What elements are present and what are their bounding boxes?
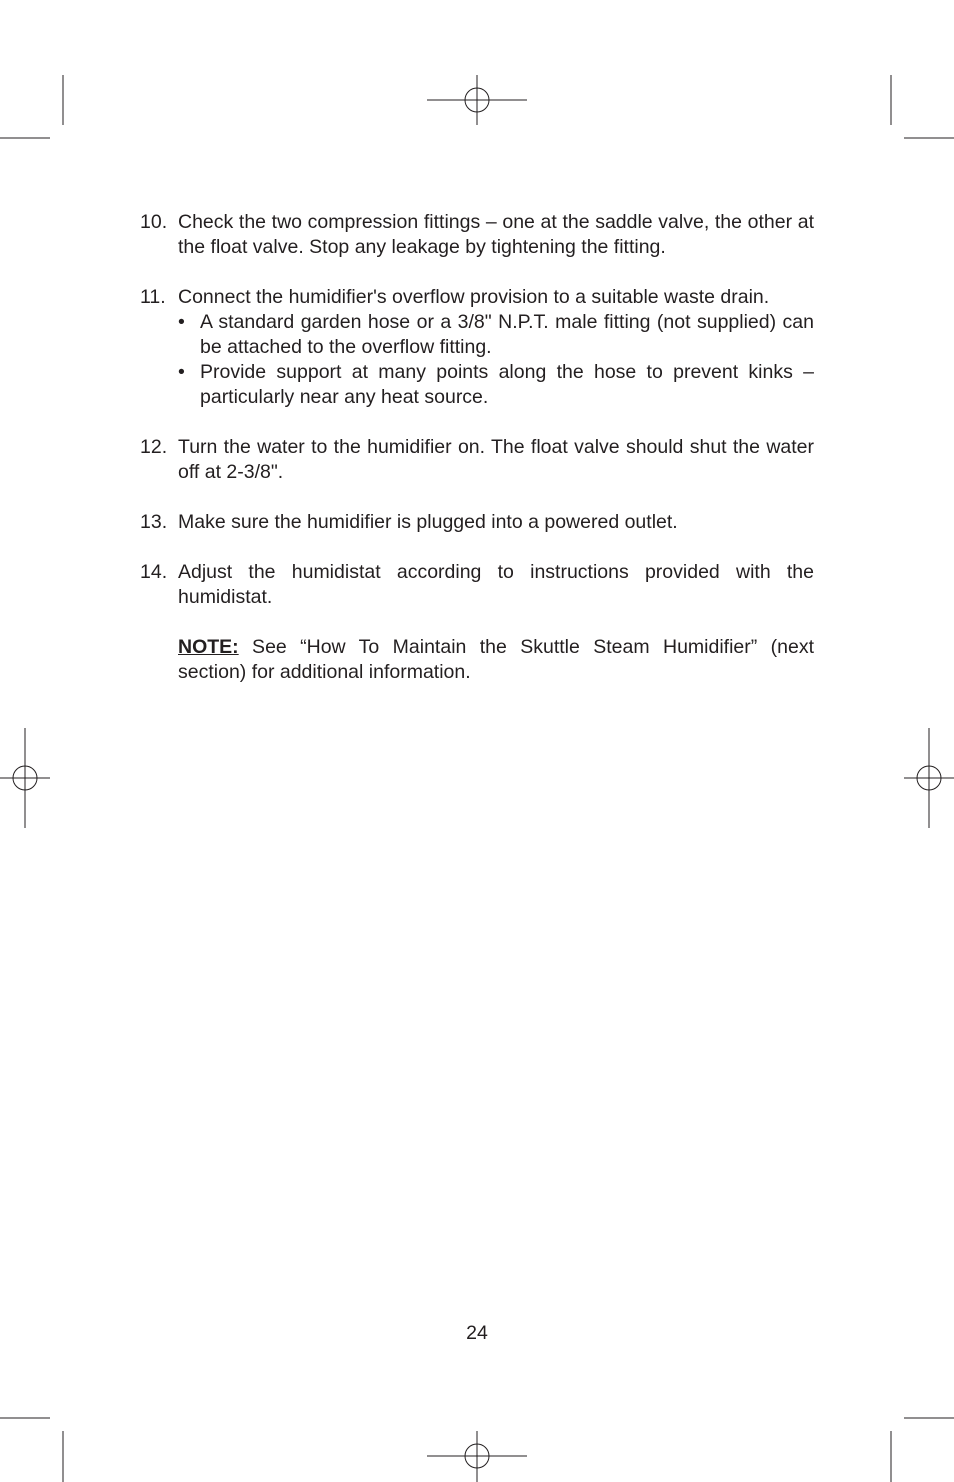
step-text: Adjust the humidistat according to instructions provided with the humidistat. bbox=[178, 561, 814, 608]
step-text: Make sure the humidifier is plugged into a powered outlet. bbox=[178, 511, 678, 533]
bullet-text: Provide support at many points along the hose to prevent kinks – particularly near any heat source. bbox=[200, 361, 814, 408]
step-11 bbox=[140, 285, 814, 410]
step-number: 12. bbox=[140, 436, 168, 458]
bullet-list bbox=[178, 310, 814, 410]
crop-mark-bottom-right bbox=[891, 1418, 954, 1482]
step-10 bbox=[140, 210, 814, 260]
registration-mark-top bbox=[427, 75, 527, 125]
crop-mark-top-left bbox=[0, 75, 63, 138]
step-14 bbox=[140, 560, 814, 610]
step-text: Turn the water to the humidifier on. The float valve should shut the water off at 2-3/8". bbox=[178, 436, 814, 483]
page-number: 24 bbox=[466, 1322, 488, 1344]
registration-mark-right bbox=[904, 728, 954, 828]
step-text: Check the two compression fittings – one at the saddle valve, the other at the float valve. Stop any leakage by tightening the fitting. bbox=[178, 211, 814, 258]
step-number: 10. bbox=[140, 211, 168, 233]
registration-mark-bottom bbox=[427, 1431, 527, 1482]
step-12 bbox=[140, 435, 814, 485]
instructions-body bbox=[140, 210, 814, 685]
bullet-item bbox=[178, 360, 814, 410]
step-text: Connect the humidifier's overflow provision to a suitable waste drain. bbox=[178, 286, 770, 308]
step-number: 13. bbox=[140, 511, 168, 533]
note-text: See “How To Maintain the Skuttle Steam Humidifier” (next section) for additional information. bbox=[178, 636, 814, 683]
step-number: 11. bbox=[140, 286, 166, 308]
note bbox=[140, 635, 814, 685]
bullet-marker: • bbox=[178, 361, 185, 383]
registration-mark-left bbox=[0, 728, 50, 828]
crop-mark-bottom-left bbox=[0, 1418, 63, 1482]
crop-mark-top-right bbox=[891, 75, 954, 138]
bullet-marker: • bbox=[178, 311, 185, 333]
step-number: 14. bbox=[140, 561, 168, 583]
bullet-text: A standard garden hose or a 3/8" N.P.T. male fitting (not supplied) can be attached to the overflow fitting. bbox=[200, 311, 814, 358]
bullet-item bbox=[178, 310, 814, 360]
step-13 bbox=[140, 510, 814, 535]
note-label: NOTE: bbox=[178, 636, 239, 658]
